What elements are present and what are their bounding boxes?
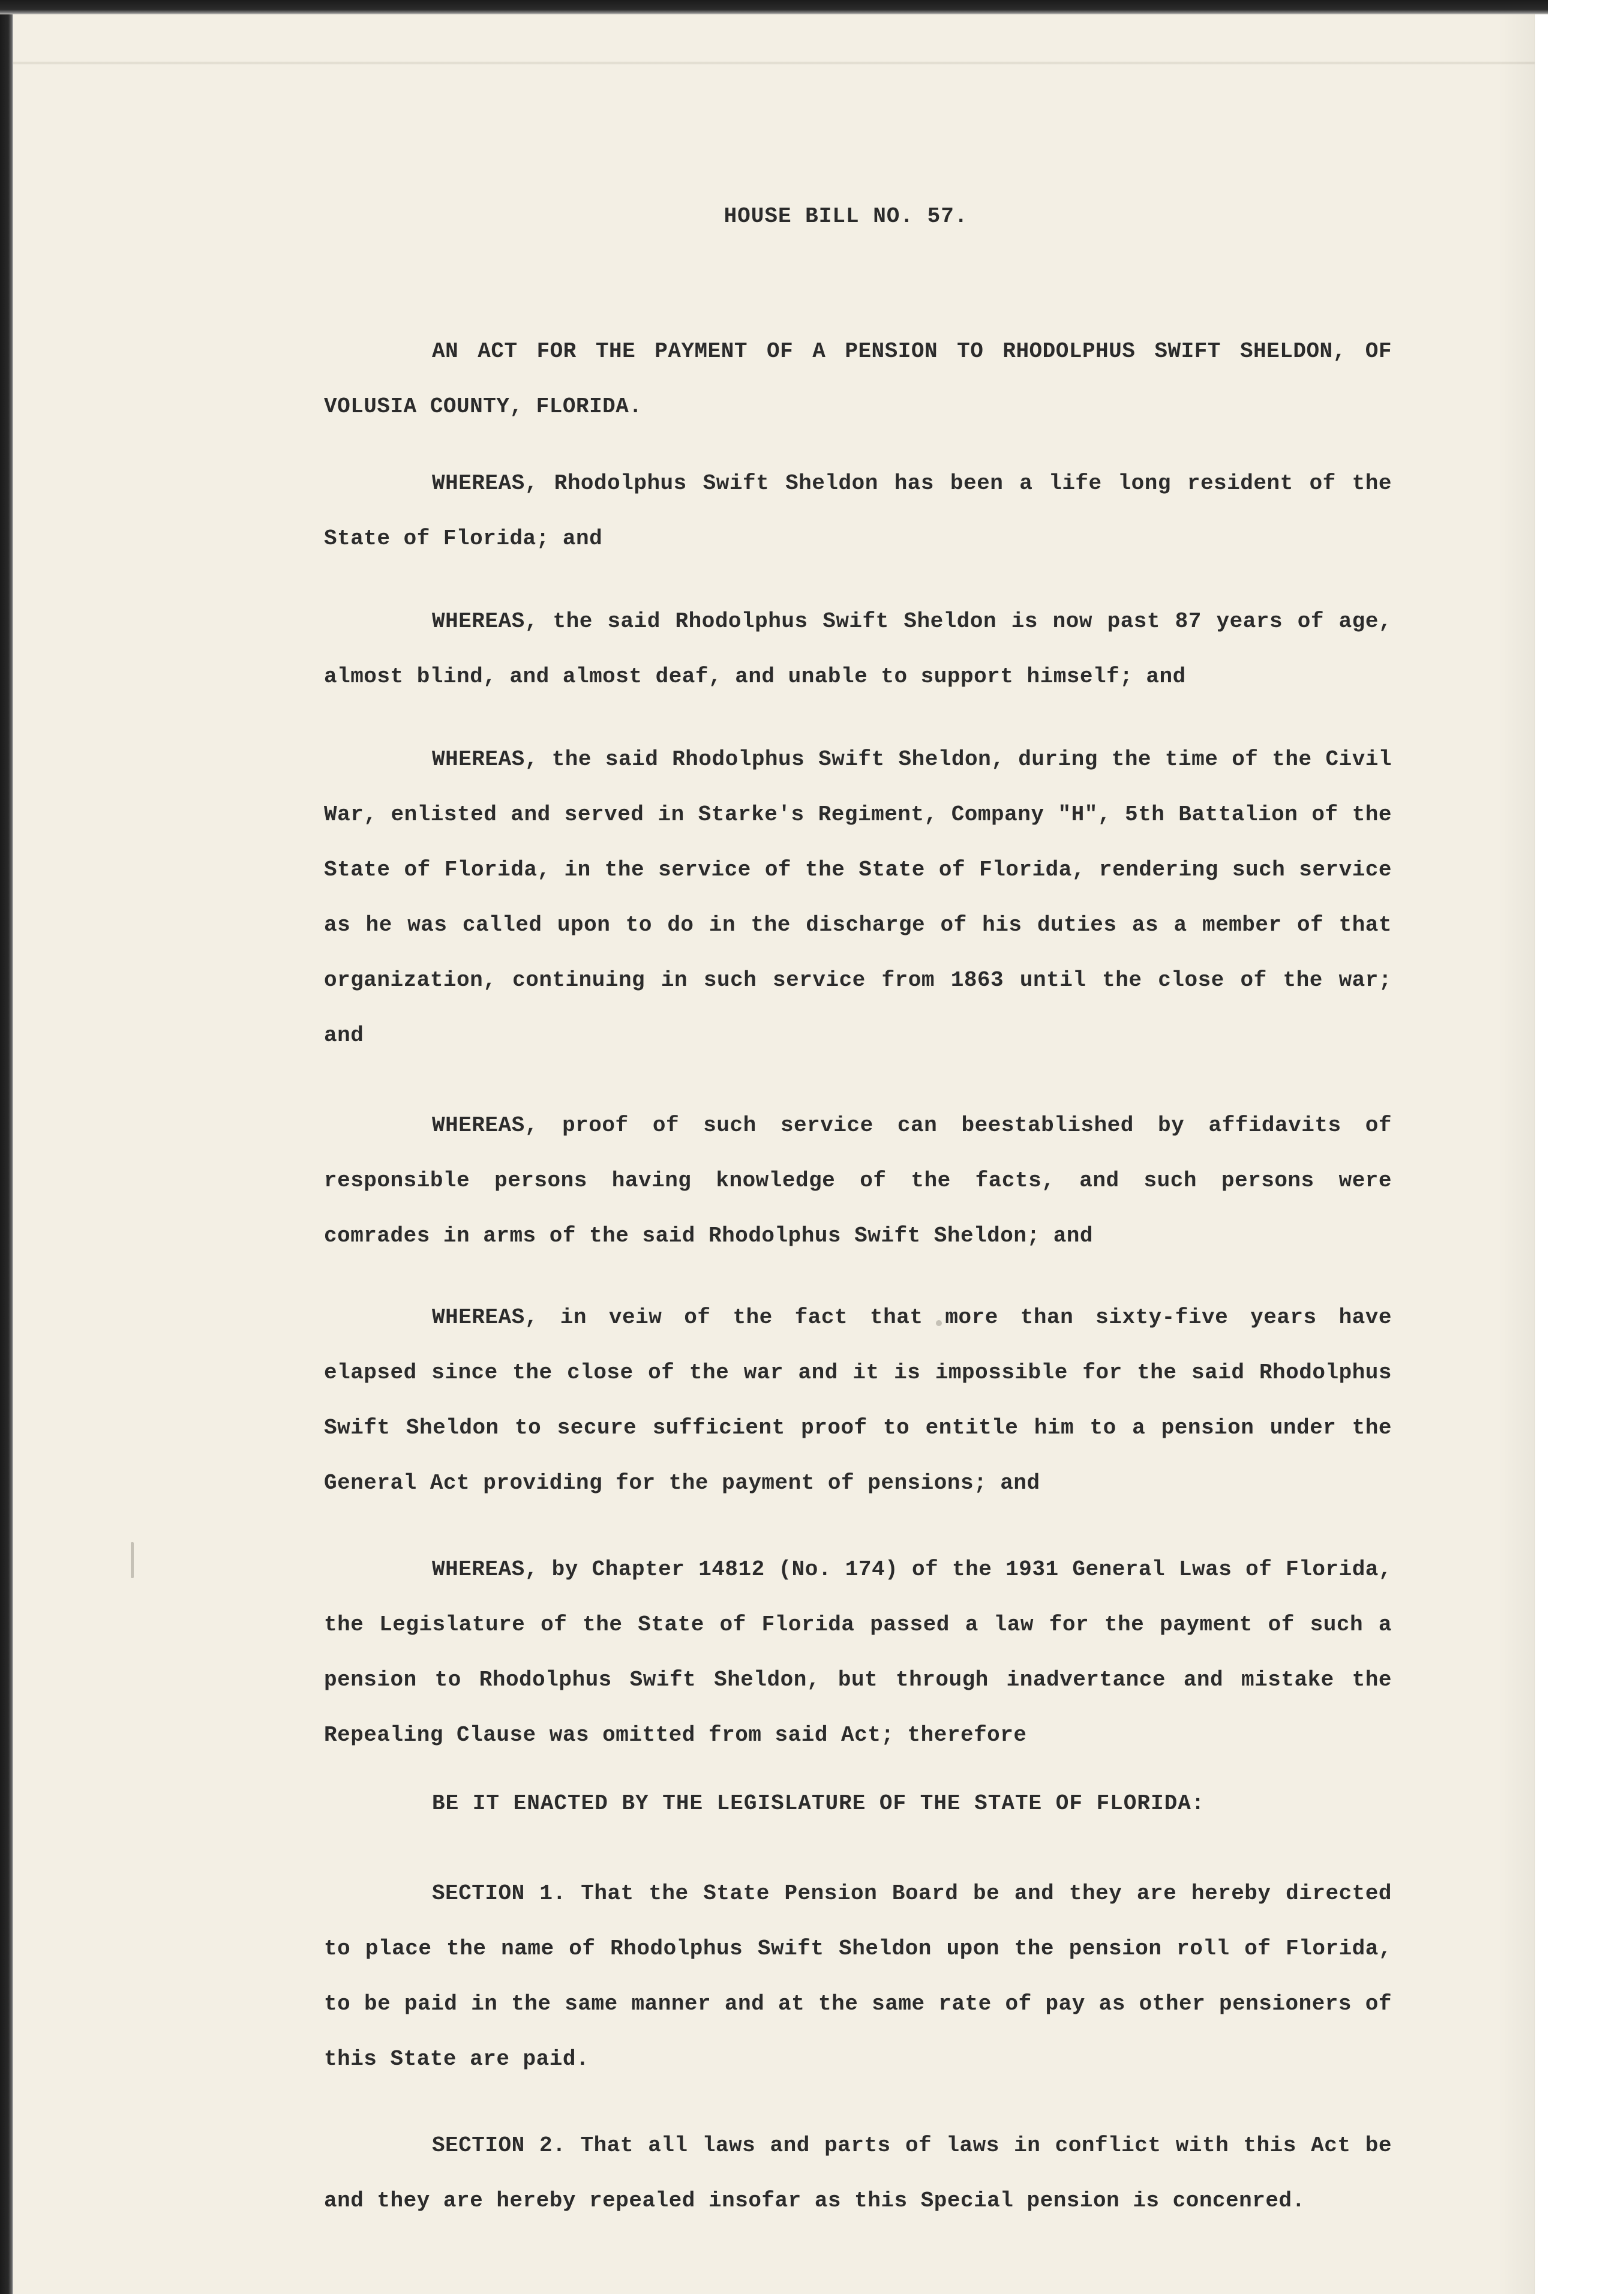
whereas-clause-4: WHEREAS, proof of such service can beestablished by affidavits of responsible persons having knowledge of the facts, and such persons were comrades in arms of the said Rhodolphus Swift Sheldon; and <box>324 1113 1392 1248</box>
act-title: AN ACT FOR THE PAYMENT OF A PENSION TO RHODOLPHUS SWIFT SHELDON, OF VOLUSIA COUNTY, FLORIDA. <box>324 339 1392 419</box>
whereas-clause-3: WHEREAS, the said Rhodolphus Swift Sheldon, during the time of the Civil War, enlisted and served in Starke's Regiment, Company "H", 5th Battalion of the State of Florida, in the service of the State of Florida, rendering such service as he was called upon to do in the discharge of his duties as a member of that organization, continuing in such service from 1863 until the close of the war; and <box>324 747 1392 1048</box>
section-1: SECTION 1. That the State Pension Board be and they are hereby directed to place the name of Rhodolphus Swift Sheldon upon the pension roll of Florida, to be paid in the same manner and at the same rate of pay as other pensioners of this State are paid. <box>324 1881 1392 2071</box>
paper-fold <box>13 61 1535 65</box>
paper-mark <box>131 1542 134 1578</box>
scan-top-border <box>0 0 1548 14</box>
whereas-clause-2: WHEREAS, the said Rhodolphus Swift Sheldon is now past 87 years of age, almost blind, and almost deaf, and unable to support himself; and <box>324 609 1392 689</box>
whereas-clause-1: WHEREAS, Rhodolphus Swift Sheldon has been a life long resident of the State of Florida; and <box>324 471 1392 551</box>
whereas-clause-6: WHEREAS, by Chapter 14812 (No. 174) of the 1931 General Lwas of Florida, the Legislature of the State of Florida passed a law for the payment of such a pension to Rhodolphus Swift Sheldon, but through inadvertance and mistake the Repealing Clause was omitted from said Act; therefore <box>324 1557 1392 1747</box>
paper-speck <box>936 1320 942 1326</box>
page-edge-shadow <box>1499 14 1535 2294</box>
scan-left-border <box>0 0 13 2294</box>
whereas-clause-5: WHEREAS, in veiw of the fact that more than sixty-five years have elapsed since the close of the war and it is impossible for the said Rhodolphus Swift Sheldon to secure sufficient proof to entitle him to a pension under the General Act providing for the payment of pensions; and <box>324 1305 1392 1495</box>
enacting-clause: BE IT ENACTED BY THE LEGISLATURE OF THE STATE OF FLORIDA: <box>432 1791 1205 1816</box>
section-2: SECTION 2. That all laws and parts of laws in conflict with this Act be and they are hereby repealed insofar as this Special pension is concenred. <box>324 2133 1392 2213</box>
bill-title: HOUSE BILL NO. 57. <box>724 204 968 229</box>
